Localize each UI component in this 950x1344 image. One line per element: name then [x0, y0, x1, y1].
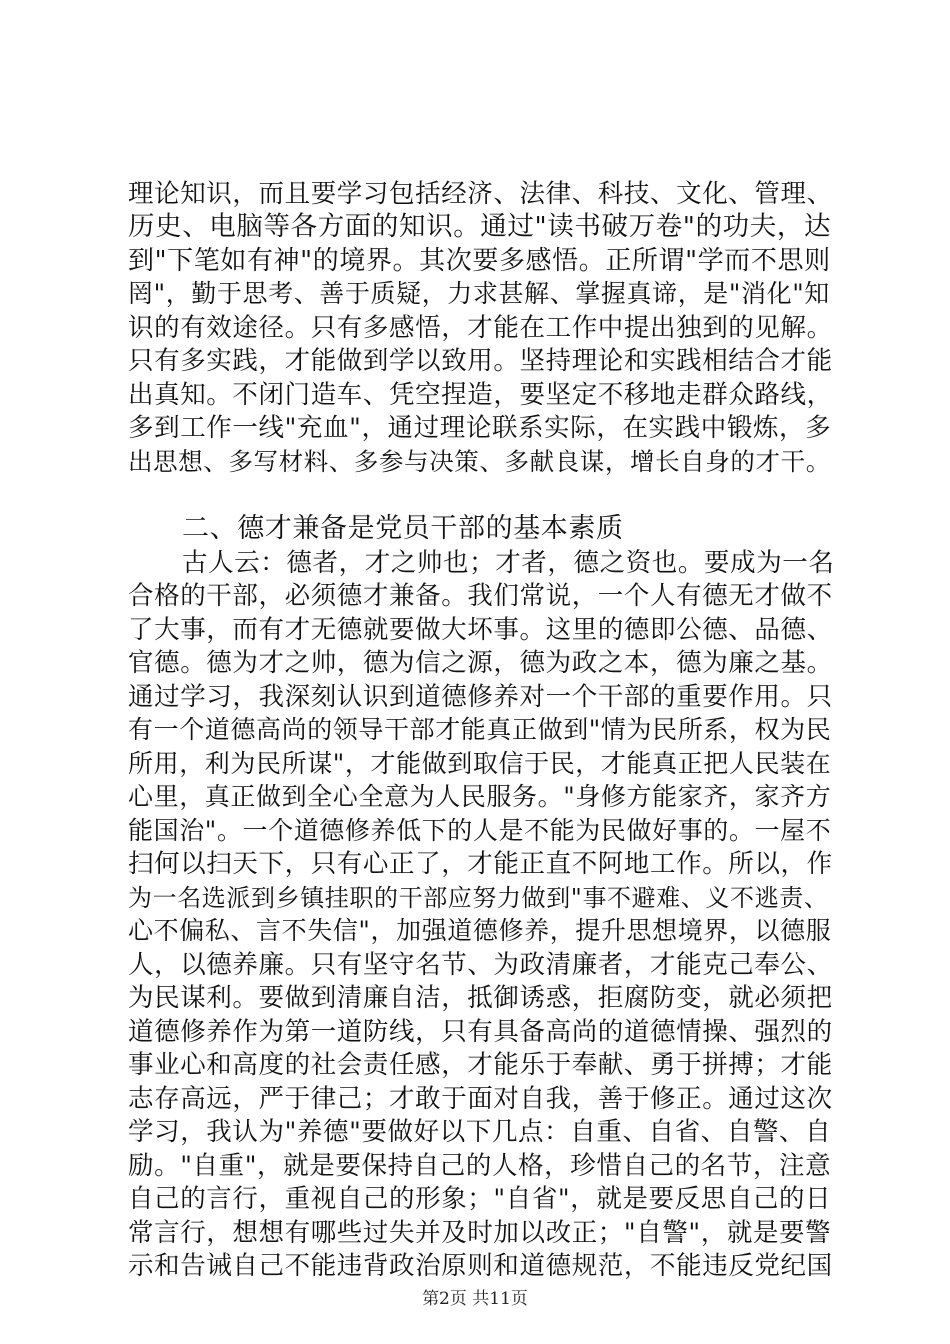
text-line: 能国治"。一个道德修养低下的人是不能为民做好事的。一屋不	[128, 816, 832, 845]
text-line: 官德。德为才之帅，德为信之源，德为政之本，德为廉之基。	[128, 648, 833, 678]
text-line: 示和告诫自己不能违背政治原则和道德规范，不能违反党纪国	[128, 1251, 833, 1281]
text-line: 学习，我认为"养德"要做好以下几点：自重、自省、自警、自	[128, 1117, 832, 1147]
text-line: 事业心和高度的社会责任感，才能乐于奉献、勇于拼搏；才能	[128, 1050, 833, 1080]
text-line: 出思想、多写材料、多参与决策、多献良谋，增长自身的才干。	[128, 447, 831, 476]
text-line: 人，以德养廉。只有坚守名节、为政清廉者，才能克己奉公、	[128, 950, 833, 980]
text-line: 历史、电脑等各方面的知识。通过"读书破万卷"的功夫，达	[128, 211, 832, 242]
text-line: 扫何以扫天下，只有心正了，才能正直不阿地工作。所以，作	[128, 849, 833, 879]
text-line: 心里，真正做到全心全意为人民服务。"身修方能家齐，家齐方	[128, 782, 832, 811]
text-line: 有一个道德高尚的领导干部才能真正做到"情为民所系，权为民	[128, 715, 832, 744]
text-line: 罔"，勤于思考、善于质疑，力求甚解、掌握真谛，是"消化"知	[128, 279, 830, 308]
text-line: 合格的干部，必须德才兼备。我们常说，一个人有德无才做不	[128, 581, 833, 611]
text-line: 到"下笔如有神"的境界。其次要多感悟。正所谓"学而不思则	[128, 246, 831, 276]
text-line: 志存高远，严于律己；才敢于面对自我，善于修正。通过这次	[128, 1084, 833, 1114]
text-line: 出真知。不闭门造车、凭空捏造，要坚定不移地走群众路线，	[128, 380, 833, 410]
text-line: 了大事，而有才无德就要做大坏事。这里的德即公德、品德、	[128, 615, 833, 645]
text-line: 所用，利为民所谋"，才能做到取信于民，才能真正把人民装在	[128, 749, 832, 778]
text-line: 道德修养作为第一道防线，只有具备高尚的道德情操、强烈的	[128, 1017, 833, 1047]
text-line: 多到工作一线"充血"，通过理论联系实际，在实践中锻炼，多	[128, 413, 832, 443]
text-line: 识的有效途径。只有多感悟，才能在工作中提出独到的见解。	[128, 313, 833, 343]
text-line: 只有多实践，才能做到学以致用。坚持理论和实践相结合才能	[128, 346, 833, 376]
text-line: 自己的言行，重视自己的形象；"自省"，就是要反思自己的日	[128, 1184, 832, 1214]
section-heading: 二、德才兼备是党员干部的基本素质	[182, 513, 624, 544]
page-number-footer: 第2页 共11页	[422, 1289, 528, 1309]
text-line: 常言行，想想有哪些过失并及时加以改正；"自警"，就是要警	[128, 1218, 832, 1248]
text-line: 古人云：德者，才之帅也；才者，德之资也。要成为一名	[182, 548, 835, 578]
text-line: 通过学习，我深刻认识到道德修养对一个干部的重要作用。只	[128, 682, 833, 712]
text-line: 为一名选派到乡镇挂职的干部应努力做到"事不避难、义不逃责、	[128, 884, 829, 912]
text-line: 为民谋利。要做到清廉自洁，抵御诱惑，拒腐防变，就必须把	[128, 983, 833, 1013]
text-line: 心不偏私、言不失信"，加强道德修养，提升思想境界，以德服	[128, 916, 832, 945]
text-line: 励。"自重"，就是要保持自己的人格，珍惜自己的名节，注意	[128, 1151, 832, 1181]
text-line: 理论知识，而且要学习包括经济、法律、科技、文化、管理、	[128, 179, 833, 209]
